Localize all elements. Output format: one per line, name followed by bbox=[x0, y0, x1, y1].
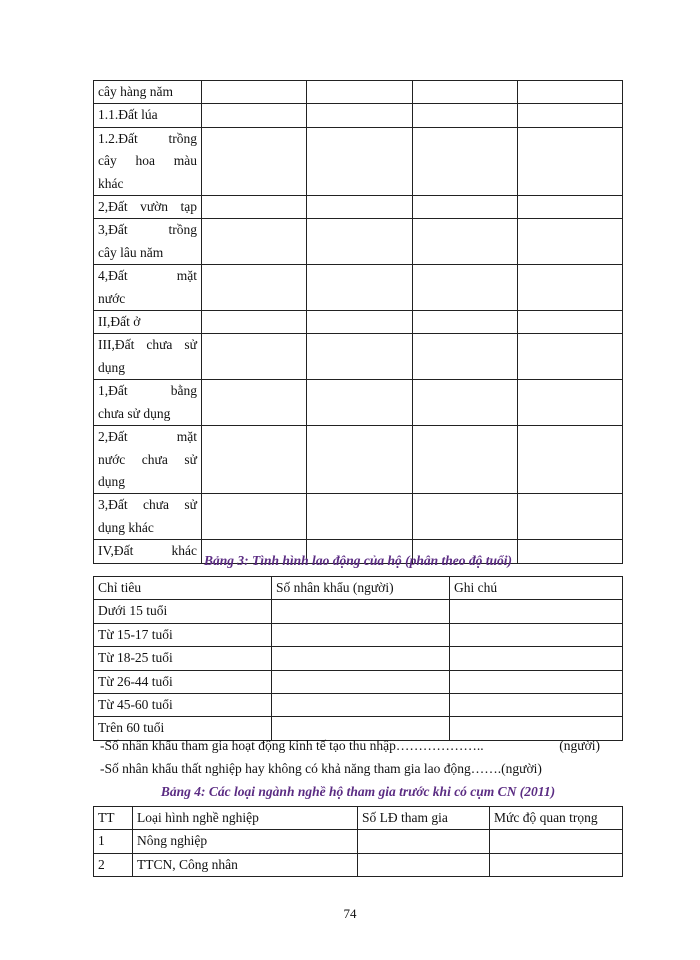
occupation-tt: 1 bbox=[94, 830, 133, 853]
labor-row-label: Dưới 15 tuổi bbox=[94, 600, 272, 623]
table-row bbox=[94, 853, 623, 876]
land-value-cell[interactable] bbox=[307, 127, 412, 195]
occupation-header-tt: TT bbox=[94, 807, 133, 830]
land-label-line: chưa sử dụng bbox=[98, 405, 171, 421]
land-value-cell[interactable] bbox=[202, 219, 307, 265]
land-value-cell[interactable] bbox=[202, 426, 307, 494]
land-value-cell[interactable] bbox=[307, 311, 412, 334]
land-row-label bbox=[94, 104, 202, 127]
labor-header-note: Ghi chú bbox=[450, 577, 623, 600]
land-value-cell[interactable] bbox=[517, 380, 622, 426]
land-value-cell[interactable] bbox=[307, 104, 412, 127]
land-label-line: 3,Đất trồng bbox=[98, 222, 197, 238]
land-value-cell[interactable] bbox=[412, 334, 517, 380]
labor-note-cell[interactable] bbox=[450, 647, 623, 670]
land-label-line: 1.1.Đất lúa bbox=[98, 107, 158, 123]
land-value-cell[interactable] bbox=[412, 494, 517, 540]
land-value-cell[interactable] bbox=[307, 265, 412, 311]
land-row-label bbox=[94, 81, 202, 104]
land-row-label bbox=[94, 127, 202, 195]
table-row bbox=[94, 600, 623, 623]
table-row bbox=[94, 670, 623, 693]
labor-header-row bbox=[94, 577, 623, 600]
land-label-line: 2,Đất mặt bbox=[98, 429, 197, 445]
note-income-text: -Số nhân khẩu tham gia hoạt động kinh tế tạo thu nhập……………….. bbox=[100, 738, 484, 753]
land-label-line: 1,Đất bằng bbox=[98, 383, 197, 399]
labor-count-cell[interactable] bbox=[272, 670, 450, 693]
page-number: 74 bbox=[343, 906, 357, 921]
labor-count-cell[interactable] bbox=[272, 600, 450, 623]
land-row-label bbox=[94, 494, 202, 540]
land-value-cell[interactable] bbox=[517, 127, 622, 195]
table-row bbox=[94, 311, 623, 334]
occupation-header-workers: Số LĐ tham gia bbox=[358, 807, 490, 830]
land-value-cell[interactable] bbox=[517, 196, 622, 219]
table-row bbox=[94, 265, 623, 311]
table-row bbox=[94, 127, 623, 195]
land-value-cell[interactable] bbox=[202, 127, 307, 195]
land-use-table bbox=[93, 80, 623, 564]
land-value-cell[interactable] bbox=[307, 380, 412, 426]
land-label-line: khác bbox=[98, 175, 124, 191]
land-label-line: IV,Đất khác bbox=[98, 543, 197, 559]
labor-row-label: Trên 60 tuổi bbox=[94, 717, 272, 740]
land-value-cell[interactable] bbox=[307, 426, 412, 494]
land-value-cell[interactable] bbox=[412, 311, 517, 334]
note-income-earners bbox=[100, 738, 600, 754]
occupation-table bbox=[93, 806, 623, 877]
land-row-label bbox=[94, 426, 202, 494]
table-row bbox=[94, 334, 623, 380]
land-row-label bbox=[94, 334, 202, 380]
occupation-workers-cell[interactable] bbox=[358, 853, 490, 876]
land-label-line: dụng bbox=[98, 359, 125, 375]
land-value-cell[interactable] bbox=[202, 380, 307, 426]
land-label-line: II,Đất ở bbox=[98, 314, 141, 330]
occupation-workers-cell[interactable] bbox=[358, 830, 490, 853]
table-row bbox=[94, 104, 623, 127]
land-value-cell[interactable] bbox=[412, 426, 517, 494]
land-value-cell[interactable] bbox=[517, 426, 622, 494]
land-row-label bbox=[94, 380, 202, 426]
table-row bbox=[94, 623, 623, 646]
land-row-label bbox=[94, 265, 202, 311]
note-income-unit: (người) bbox=[559, 738, 600, 753]
occupation-type: TTCN, Công nhân bbox=[133, 853, 358, 876]
land-label-line: dụng khác bbox=[98, 519, 154, 535]
labor-count-cell[interactable] bbox=[272, 623, 450, 646]
labor-table bbox=[93, 576, 623, 741]
land-value-cell[interactable] bbox=[517, 104, 622, 127]
land-value-cell[interactable] bbox=[307, 219, 412, 265]
labor-note-cell[interactable] bbox=[450, 600, 623, 623]
land-value-cell[interactable] bbox=[412, 127, 517, 195]
table3-caption: Bảng 3: Tình hình lao động của hộ (phân theo độ tuổi) bbox=[204, 553, 512, 568]
table-row bbox=[94, 380, 623, 426]
land-row-label bbox=[94, 196, 202, 219]
labor-note-cell[interactable] bbox=[450, 623, 623, 646]
table-row bbox=[94, 219, 623, 265]
labor-note-cell[interactable] bbox=[450, 670, 623, 693]
table4-caption: Bảng 4: Các loại ngành nghề hộ tham gia trước khi có cụm CN (2011) bbox=[160, 784, 556, 799]
occupation-header-importance: Mức độ quan trọng bbox=[490, 807, 623, 830]
labor-row-label: Từ 18-25 tuổi bbox=[94, 647, 272, 670]
land-label-line: 3,Đất chưa sử bbox=[98, 497, 197, 513]
land-value-cell[interactable] bbox=[412, 104, 517, 127]
labor-row-label: Từ 26-44 tuổi bbox=[94, 670, 272, 693]
table-row bbox=[94, 426, 623, 494]
occupation-type: Nông nghiệp bbox=[133, 830, 358, 853]
land-label-line: III,Đất chưa sử bbox=[98, 337, 197, 353]
land-value-cell[interactable] bbox=[307, 494, 412, 540]
table-row bbox=[94, 81, 623, 104]
land-label-line: nước chưa sử bbox=[98, 451, 197, 467]
labor-header-count: Số nhân khẩu (người) bbox=[272, 577, 450, 600]
land-value-cell[interactable] bbox=[202, 196, 307, 219]
land-value-cell[interactable] bbox=[307, 81, 412, 104]
table-row bbox=[94, 830, 623, 853]
land-row-label bbox=[94, 219, 202, 265]
labor-note-cell[interactable] bbox=[450, 694, 623, 717]
land-label-line: nước bbox=[98, 290, 126, 306]
table-row bbox=[94, 494, 623, 540]
labor-count-cell[interactable] bbox=[272, 647, 450, 670]
occupation-importance-cell[interactable] bbox=[490, 830, 623, 853]
occupation-importance-cell[interactable] bbox=[490, 853, 623, 876]
table-row bbox=[94, 717, 623, 740]
table-row bbox=[94, 694, 623, 717]
land-value-cell[interactable] bbox=[307, 196, 412, 219]
land-value-cell[interactable] bbox=[202, 311, 307, 334]
land-value-cell[interactable] bbox=[202, 494, 307, 540]
labor-row-label: Từ 15-17 tuổi bbox=[94, 623, 272, 646]
land-value-cell[interactable] bbox=[517, 265, 622, 311]
land-label-line: cây lâu năm bbox=[98, 244, 164, 260]
land-value-cell[interactable] bbox=[412, 219, 517, 265]
land-value-cell[interactable] bbox=[517, 219, 622, 265]
table-row bbox=[94, 647, 623, 670]
land-value-cell[interactable] bbox=[517, 311, 622, 334]
land-value-cell[interactable] bbox=[412, 81, 517, 104]
land-label-line: 4,Đất mặt bbox=[98, 268, 197, 284]
land-label-line: 2,Đất vườn tạp bbox=[98, 199, 197, 215]
land-label-line: cây hoa màu bbox=[98, 153, 197, 169]
occupation-header-type: Loại hình nghề nghiệp bbox=[133, 807, 358, 830]
labor-note-cell[interactable] bbox=[450, 717, 623, 740]
land-label-line: 1.2.Đất trồng bbox=[98, 130, 197, 146]
land-value-cell[interactable] bbox=[202, 81, 307, 104]
occupation-header-row bbox=[94, 807, 623, 830]
labor-count-cell[interactable] bbox=[272, 717, 450, 740]
land-value-cell[interactable] bbox=[412, 196, 517, 219]
labor-header-indicator: Chỉ tiêu bbox=[94, 577, 272, 600]
labor-row-label: Từ 45-60 tuổi bbox=[94, 694, 272, 717]
labor-count-cell[interactable] bbox=[272, 694, 450, 717]
land-value-cell[interactable] bbox=[202, 104, 307, 127]
table-row bbox=[94, 196, 623, 219]
note-unemployed: -Số nhân khẩu thất nghiệp hay không có khả năng tham gia lao động…….(người) bbox=[100, 761, 542, 776]
land-row-label bbox=[94, 311, 202, 334]
land-value-cell[interactable] bbox=[202, 334, 307, 380]
land-value-cell[interactable] bbox=[412, 265, 517, 311]
land-value-cell[interactable] bbox=[202, 265, 307, 311]
land-value-cell[interactable] bbox=[517, 494, 622, 540]
land-value-cell[interactable] bbox=[517, 81, 622, 104]
land-value-cell[interactable] bbox=[307, 334, 412, 380]
land-label-line: dụng bbox=[98, 473, 125, 489]
land-value-cell[interactable] bbox=[517, 334, 622, 380]
land-label-line: cây hàng năm bbox=[98, 84, 173, 99]
occupation-tt: 2 bbox=[94, 853, 133, 876]
land-value-cell[interactable] bbox=[412, 380, 517, 426]
